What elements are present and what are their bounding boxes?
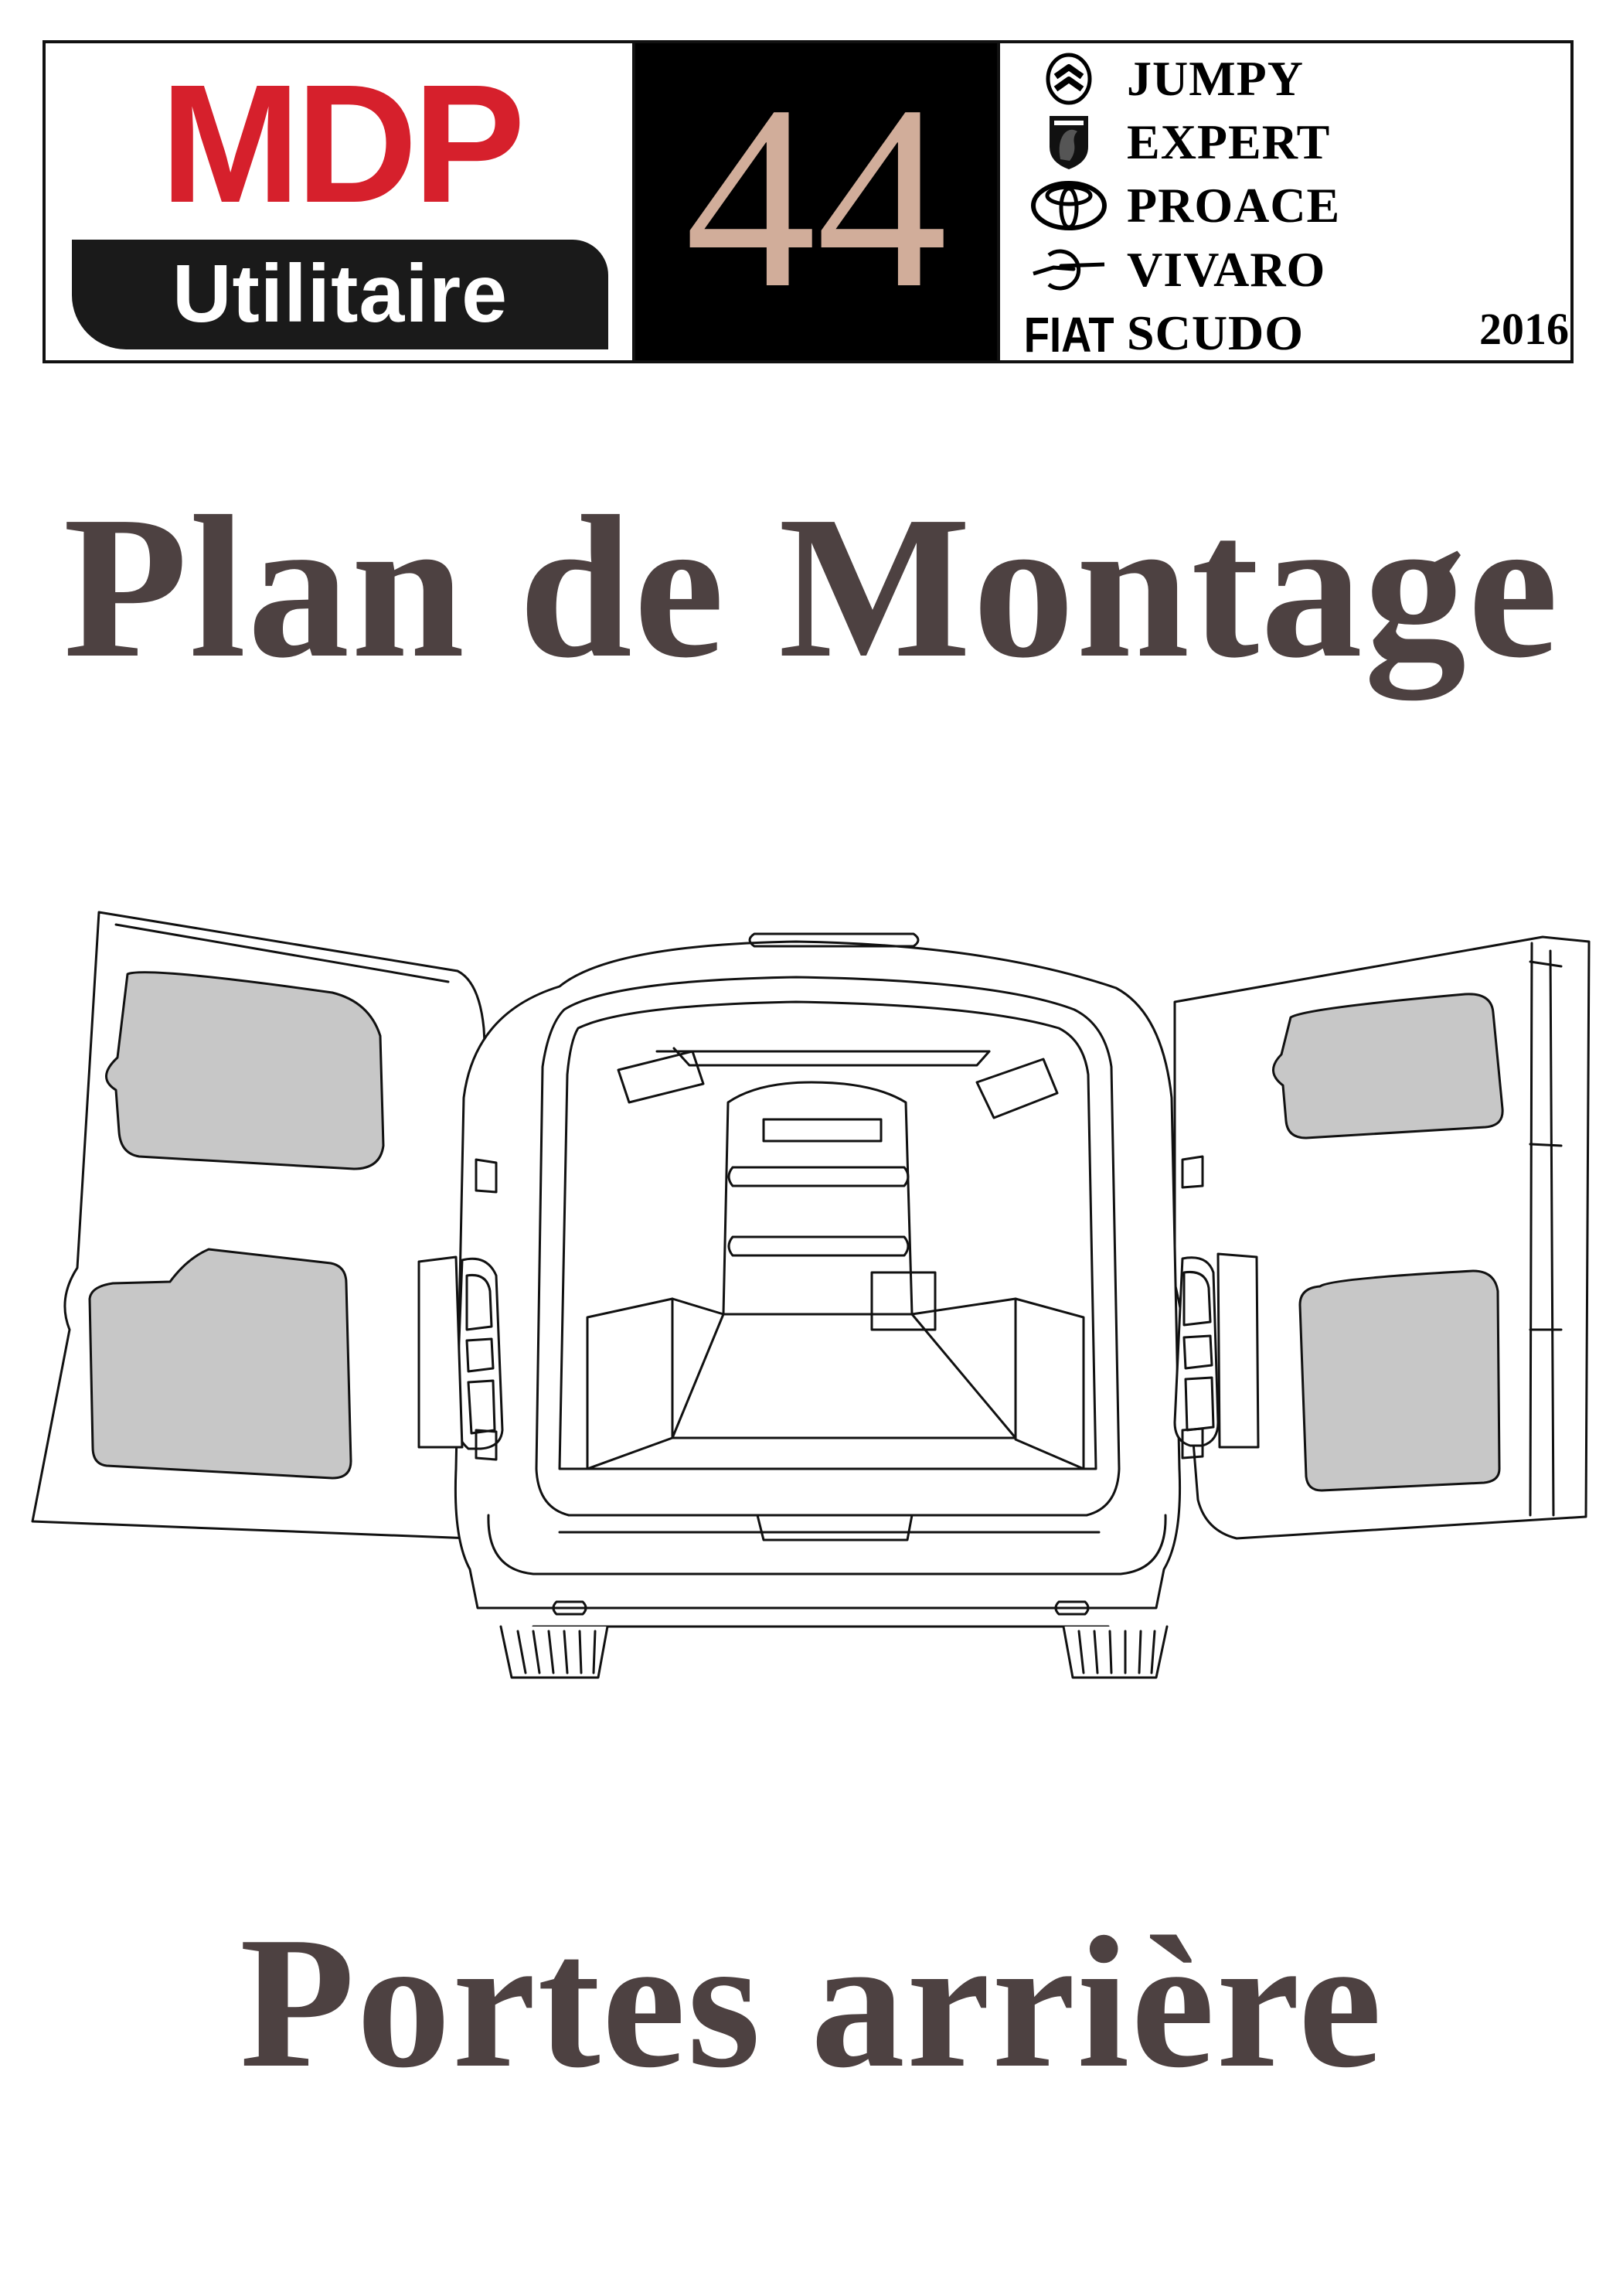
logo-main-text: MDP bbox=[160, 50, 521, 238]
brand-name-scudo: SCUDO bbox=[1127, 305, 1305, 360]
brand-name-vivaro: VIVARO bbox=[1127, 242, 1326, 297]
page-subtitle: Portes arrière bbox=[240, 1898, 1383, 2107]
peugeot-icon bbox=[1023, 111, 1114, 173]
brand-row-jumpy bbox=[1000, 48, 1304, 110]
right-door-lower-panel bbox=[1300, 1271, 1499, 1490]
logo-sub-text: Utilitaire bbox=[172, 248, 509, 339]
rear-wheels bbox=[501, 1627, 1167, 1678]
document-number-box bbox=[635, 43, 1000, 360]
header-bar bbox=[43, 40, 1574, 363]
toyota-icon bbox=[1023, 175, 1114, 237]
brand-name-proace: PROACE bbox=[1127, 178, 1341, 233]
brand-list bbox=[1000, 43, 1570, 363]
fiat-icon bbox=[1023, 302, 1114, 364]
citroen-icon bbox=[1023, 48, 1114, 110]
fiat-logo-text: FIAT bbox=[1023, 306, 1114, 363]
model-year: 2016 bbox=[1479, 304, 1569, 354]
brand-row-expert bbox=[1000, 111, 1330, 173]
left-door-lower-panel bbox=[90, 1249, 351, 1478]
brand-name-jumpy: JUMPY bbox=[1127, 51, 1304, 106]
van-rear-doors-illustration bbox=[23, 897, 1600, 1701]
brand-name-expert: EXPERT bbox=[1127, 114, 1331, 169]
document-number: 44 bbox=[685, 51, 948, 342]
van-body bbox=[455, 934, 1179, 1627]
left-tail-light bbox=[419, 1257, 502, 1449]
brand-row-scudo bbox=[1000, 302, 1304, 364]
opel-icon bbox=[1023, 239, 1114, 301]
page-title: Plan de Montage bbox=[63, 475, 1560, 700]
brand-row-vivaro bbox=[1000, 239, 1325, 301]
brand-row-proace bbox=[1000, 175, 1340, 237]
right-door-upper-panel bbox=[1273, 994, 1502, 1138]
left-door-upper-panel bbox=[106, 973, 383, 1169]
mdp-logo bbox=[46, 43, 635, 360]
